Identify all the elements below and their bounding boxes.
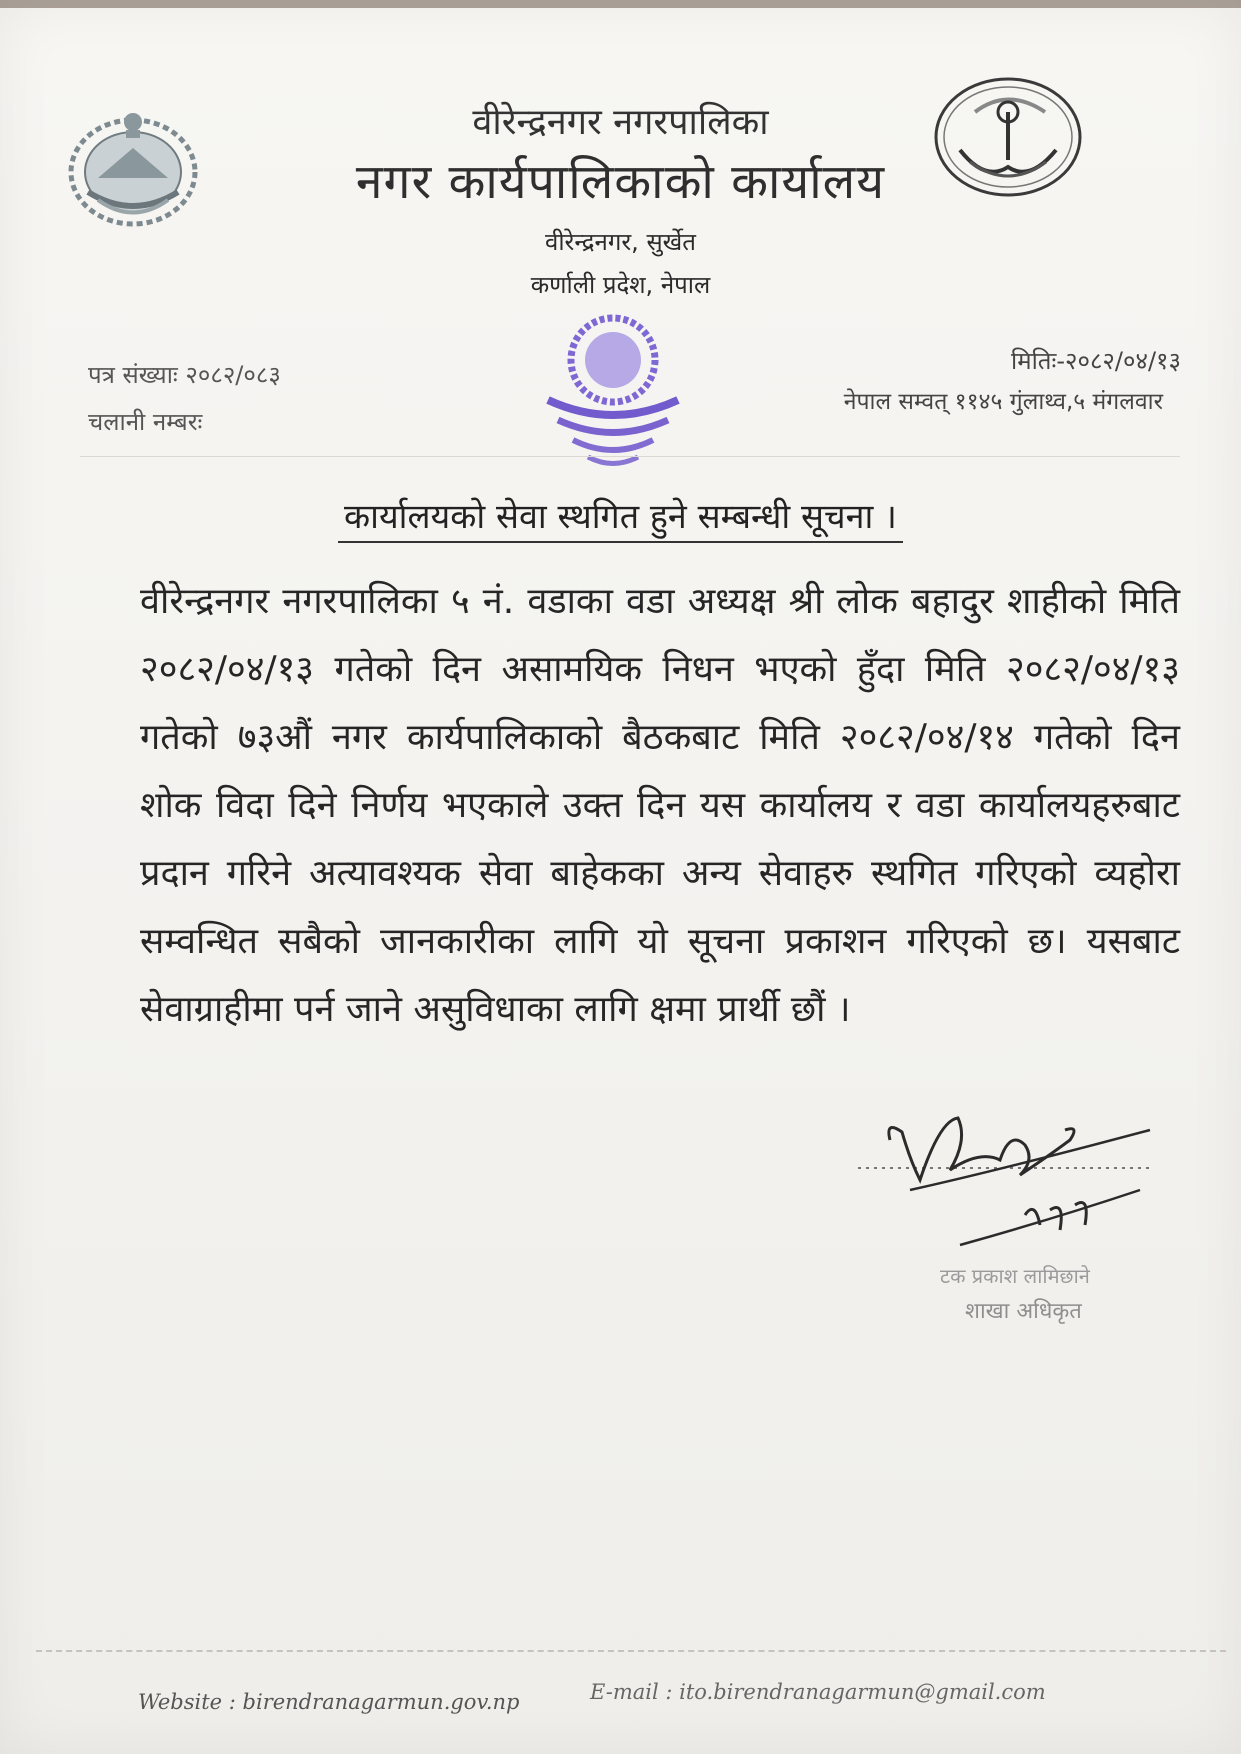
municipality-name: वीरेन्द्रनगर नगरपालिका	[472, 102, 769, 143]
scan-edge	[0, 0, 1241, 8]
office-stamp-icon	[528, 305, 698, 480]
letter-number: पत्र संख्याः २०८२/०८३	[88, 361, 281, 389]
signature-icon	[850, 1100, 1170, 1260]
signatory-title: शाखा अधिकृत	[965, 1299, 1082, 1324]
footer-website: Website : birendranagarmun.gov.np	[138, 1690, 520, 1714]
footer-divider	[36, 1650, 1226, 1652]
office-title: नगर कार्यपालिकाको कार्यालय	[355, 154, 886, 210]
notice-title	[0, 492, 1241, 538]
dispatch-number: चलानी नम्बरः	[88, 408, 203, 436]
header-divider	[80, 456, 1180, 457]
notice-body: वीरेन्द्रनगर नगरपालिका ५ नं. वडाका वडा अध्यक्ष श्री लोक बहादुर शाहीको मिति २०८२/०४/१३ गतेको दिन असामयिक निधन भएको हुँदा मिति २०८२/०४/१३ गतेको ७३औं नगर कार्यपालिकाको बैठकबाट मिति २०८२/०४/१४ गतेको दिन शोक विदा दिने निर्णय भएकाले उक्त दिन यस कार्यालय र वडा कार्यालयहरुबाट प्रदान गरिने अत्यावश्यक सेवा बाहेकका अन्य सेवाहरु स्थगित गरिएको व्यहोरा सम्वन्धित सबैको जानकारीका लागि यो सूचना प्रकाशन गरिएको छ। यसबाट सेवाग्राहीमा पर्न जाने असुविधाका लागि क्षमा प्रार्थी छौं ।	[140, 581, 1180, 1030]
signatory-name: टक प्रकाश लामिछाने	[940, 1264, 1090, 1288]
footer-email: E-mail : ito.birendranagarmun@gmail.com	[590, 1680, 1046, 1704]
address-line-2: कर्णाली प्रदेश, नेपाल	[530, 271, 711, 299]
address-line-1: वीरेन्द्रनगर, सुर्खेत	[545, 228, 696, 256]
notice-title-text: कार्यालयको सेवा स्थगित हुने सम्बन्धी सूचना ।	[338, 497, 903, 543]
nepal-samvat-date: नेपाल सम्वत् ११४५ गुंलाथ्व,५ मंगलवार	[843, 389, 1163, 415]
date: मितिः-२०८२/०४/१३	[1011, 347, 1181, 375]
